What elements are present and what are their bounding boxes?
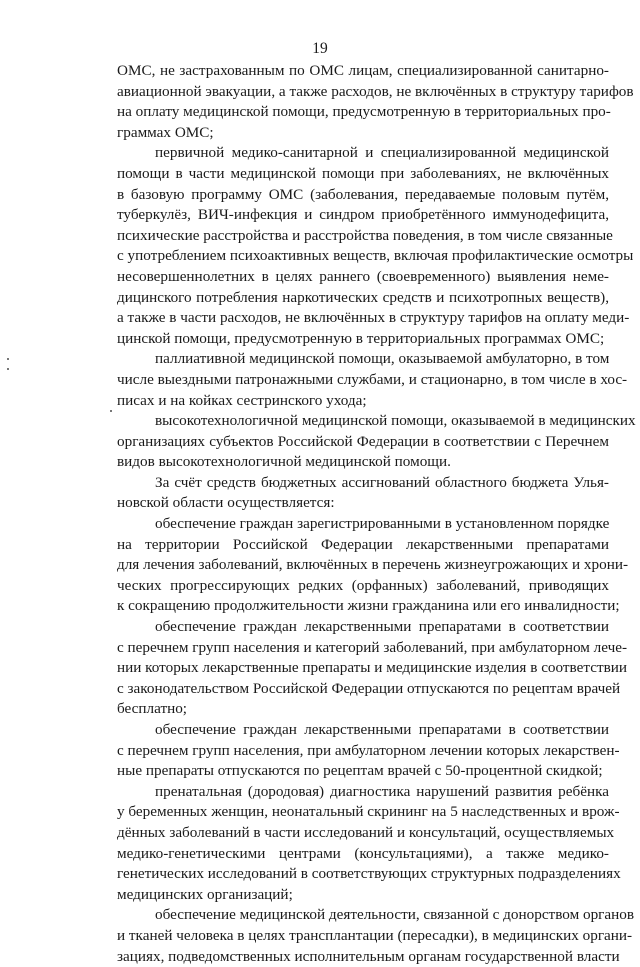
text-line: и тканей человека в целях трансплантации (пересадки), в медицинских органи- — [117, 926, 633, 944]
text-line: организациях субъектов Российской Федерации в соответствии с Перечнем — [117, 432, 609, 450]
text-line: ОМС, не застрахованным по ОМС лицам, специализированной санитарно- — [117, 62, 609, 79]
text-line: генетических исследований в соответствующих структурных подразделениях — [117, 865, 621, 883]
text-line: новской области осуществляется: — [117, 494, 335, 512]
text-line: обеспечение граждан лекарственными препаратами в соответствии — [155, 618, 609, 636]
text-line: несовершеннолетних в целях раннего (своевременного) выявления неме- — [117, 267, 609, 285]
text-line: медико-генетическими центрами (консультациями), а также медико- — [117, 844, 609, 862]
text-line: с перечнем групп населения и категорий заболеваний, при амбулаторном лече- — [117, 638, 628, 656]
text-line: с законодательством Российской Федерации отпускаются по рецептам врачей — [117, 679, 621, 697]
text-line: туберкулёз, ВИЧ-инфекция и синдром приобретённого иммунодефицита, — [117, 206, 609, 224]
text-line: За счёт средств бюджетных ассигнований областного бюджета Улья- — [155, 473, 609, 491]
text-line: обеспечение граждан лекарственными препаратами в соответствии — [155, 721, 609, 738]
text-line: а также в части расходов, не включённых в структуру тарифов на оплату меди- — [117, 309, 630, 327]
text-line: медицинских организаций; — [117, 885, 293, 903]
text-line: помощи в части медицинской помощи при заболеваниях, не включённых — [117, 164, 609, 182]
text-line: пренатальная (дородовая) диагностика нарушений развития ребёнка — [155, 782, 609, 800]
page-number: 19 — [312, 40, 328, 57]
text-line: высокотехнологичной медицинской помощи, оказываемой в медицинских — [155, 412, 636, 430]
text-line: писах и на койках сестринского ухода; — [117, 391, 367, 409]
text-line: первичной медико-санитарной и специализированной медицинской — [155, 144, 609, 162]
text-line: паллиативной медицинской помощи, оказываемой амбулаторно, в том — [155, 350, 610, 368]
text-line: граммах ОМС; — [117, 123, 214, 141]
scan-mark — [7, 358, 9, 360]
text-line: на территории Российской Федерации лекарственными препаратами — [117, 535, 609, 553]
text-line: дицинского потребления наркотических средств и психотропных веществ), — [117, 288, 609, 306]
text-line: обеспечение граждан зарегистрированными в установленном порядке — [155, 515, 610, 533]
text-line: дённых заболеваний в части исследований и консультаций, осуществляемых — [117, 823, 615, 841]
text-line: в базовую программу ОМС (заболевания, передаваемые половым путём, — [117, 185, 609, 203]
scan-mark — [110, 410, 112, 412]
text-line: к сокращению продолжительности жизни гражданина или его инвалидности; — [117, 597, 620, 615]
text-line: бесплатно; — [117, 700, 188, 718]
text-line: видов высокотехнологичной медицинской помощи. — [117, 453, 451, 471]
text-line: ные препараты отпускаются по рецептам врачей с 50-процентной скидкой; — [117, 762, 603, 780]
text-line: авиационной эвакуации, а также расходов, не включённых в структуру тарифов — [117, 82, 634, 100]
text-line: нии которых лекарственные препараты и медицинские изделия в соответствии — [117, 659, 628, 677]
body-text — [117, 61, 636, 967]
text-line: для лечения заболеваний, включённых в перечень жизнеугрожающих и хрони- — [117, 556, 629, 574]
text-line: ческих прогрессирующих редких (орфанных) заболеваний, приводящих — [117, 576, 609, 594]
text-line: с употреблением психоактивных веществ, включая профилактические осмотры — [117, 247, 634, 265]
text-line: обеспечение медицинской деятельности, связанной с донорством органов — [155, 906, 635, 924]
text-line: на оплату медицинской помощи, предусмотренную в территориальных про- — [117, 103, 611, 121]
scan-mark — [7, 368, 9, 370]
text-line: психические расстройства и расстройства поведения, в том числе связанные — [117, 226, 613, 244]
text-line: зациях, подведомственных исполнительным органам государственной власти — [117, 947, 620, 965]
text-line: у беременных женщин, неонатальный скрининг на 5 наследственных и врож- — [117, 803, 620, 821]
text-line: с перечнем групп населения, при амбулаторном лечении которых лекарствен- — [117, 741, 620, 759]
text-line: цинской помощи, предусмотренную в территориальных программах ОМС; — [117, 329, 605, 347]
text-line: числе выездными патронажными службами, и стационарно, в том числе в хос- — [117, 370, 628, 388]
